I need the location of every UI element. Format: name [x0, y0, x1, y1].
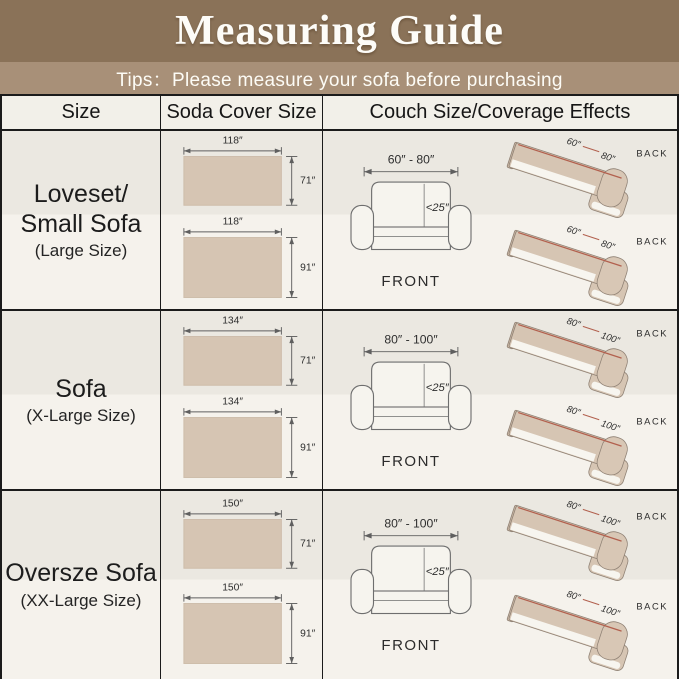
height-dimension: [286, 418, 297, 478]
back-sofa-diagram-2: [504, 401, 672, 489]
back-min-label: 80″: [565, 403, 582, 418]
width-dimension: [183, 147, 281, 155]
back-caption: BACK: [636, 235, 669, 246]
front-sofa-outline: [351, 182, 471, 250]
back-sofa-outline: [504, 590, 636, 672]
cover-height-label: 91″: [299, 442, 315, 454]
size-name-line1: Oversze Sofa: [5, 559, 157, 588]
back-sofa-diagram-1: [504, 133, 672, 221]
cover-rect: [183, 238, 281, 298]
back-max-label: 100″: [599, 513, 621, 529]
back-caption: BACK: [636, 328, 669, 339]
width-dimension: [183, 510, 281, 518]
front-view-area: [323, 491, 499, 679]
back-max-label: 80″: [599, 150, 617, 165]
page-title: Measuring Guide: [175, 8, 504, 55]
back-sofa-outline: [504, 137, 636, 219]
cover-cell-oversize: [161, 491, 323, 679]
front-width-label: 60″ - 80″: [387, 151, 435, 166]
size-cell-sofa: [2, 311, 161, 490]
size-name-line1: Sofa: [55, 374, 107, 403]
table-row-oversize-sofa: [2, 491, 677, 679]
front-view-area: [323, 311, 499, 490]
front-width-label: 80″ - 100″: [384, 516, 438, 531]
back-max-label: 80″: [599, 237, 617, 252]
cover-rect: [183, 418, 281, 478]
couch-cell-oversize: [323, 491, 677, 679]
size-note: (XX-Large Size): [20, 590, 142, 610]
size-note: (Large Size): [34, 241, 128, 261]
back-caption: BACK: [636, 601, 669, 612]
front-caption: FRONT: [381, 272, 441, 290]
header-size: Size: [2, 96, 161, 129]
table-row-loveseat: [2, 131, 677, 311]
size-cell-oversize: [2, 491, 161, 679]
back-view-area: [499, 311, 677, 490]
back-caption: BACK: [636, 511, 669, 522]
cover-height-label: 71″: [299, 538, 315, 550]
size-note: (X-Large Size): [26, 406, 136, 426]
height-dimension: [286, 604, 297, 664]
size-name-line1: Loveset/: [33, 180, 129, 209]
tips-text: Tips：Please measure your sofa before purchasing: [116, 69, 563, 91]
cover-cell-sofa: [161, 311, 323, 490]
cover-cell-loveseat: [161, 131, 323, 310]
cover-rect: [183, 519, 281, 568]
size-name-line2: Small Sofa: [20, 209, 142, 238]
back-sofa-diagram-1: [504, 313, 672, 401]
cover-diagram-91: [167, 215, 317, 307]
front-sofa-outline: [351, 362, 471, 430]
front-sofa-diagram: [336, 516, 486, 636]
seat-depth-label: <25″: [425, 201, 449, 214]
size-cell-loveseat: [2, 131, 161, 310]
front-caption: FRONT: [381, 637, 441, 654]
table-header-row: [2, 96, 677, 131]
measuring-table: [0, 94, 679, 679]
cover-width-label: 134″: [221, 315, 243, 327]
back-max-label: 100″: [599, 603, 621, 620]
height-dimension: [286, 238, 297, 298]
front-sofa-outline: [351, 546, 471, 614]
cover-diagram-71: [167, 497, 317, 578]
cover-diagram-91: [167, 395, 317, 487]
back-min-label: 80″: [565, 315, 582, 330]
back-sofa-outline: [504, 500, 636, 582]
back-min-label: 80″: [565, 498, 582, 513]
back-max-label: 100″: [599, 330, 621, 346]
back-sofa-diagram-1: [504, 496, 672, 584]
tips-banner: [0, 62, 679, 94]
back-max-label: 100″: [599, 417, 621, 434]
width-dimension: [183, 228, 281, 236]
front-width-label: 80″ - 100″: [384, 331, 438, 346]
height-dimension: [286, 519, 297, 568]
cover-height-label: 91″: [299, 628, 315, 640]
back-min-label: 80″: [565, 589, 582, 604]
cover-rect: [183, 336, 281, 385]
height-dimension: [286, 336, 297, 385]
back-sofa-diagram-2: [504, 221, 672, 309]
front-width-dimension: [364, 167, 458, 176]
back-width-dimension: [565, 223, 618, 251]
back-width-dimension: [565, 136, 618, 164]
front-width-dimension: [364, 347, 458, 356]
back-sofa-outline: [504, 224, 636, 306]
back-sofa-outline: [504, 317, 636, 399]
cover-diagram-71: [167, 134, 317, 215]
width-dimension: [183, 327, 281, 335]
width-dimension: [183, 594, 281, 602]
back-view-area: [499, 491, 677, 679]
cover-diagram-71: [167, 314, 317, 395]
cover-width-label: 118″: [222, 135, 243, 147]
back-sofa-outline: [504, 404, 636, 486]
back-caption: BACK: [636, 148, 669, 159]
cover-height-label: 91″: [299, 262, 315, 274]
width-dimension: [183, 408, 281, 416]
front-width-dimension: [364, 531, 458, 540]
back-min-label: 60″: [565, 135, 582, 150]
table-row-sofa: [2, 311, 677, 491]
back-view-area: [499, 131, 677, 310]
cover-width-label: 150″: [221, 582, 243, 594]
back-min-label: 60″: [565, 223, 582, 238]
cover-width-label: 134″: [221, 396, 243, 408]
cover-width-label: 118″: [222, 216, 243, 228]
back-caption: BACK: [636, 415, 669, 426]
seat-depth-label: <25″: [425, 566, 449, 579]
front-caption: FRONT: [381, 452, 441, 470]
couch-cell-loveseat: [323, 131, 677, 310]
header-cover-size: Soda Cover Size: [161, 96, 323, 129]
cover-height-label: 71″: [299, 175, 315, 187]
cover-height-label: 71″: [299, 355, 315, 367]
height-dimension: [286, 156, 297, 205]
front-sofa-diagram: [336, 152, 486, 272]
header-couch-size: Couch Size/Coverage Effects: [369, 101, 631, 123]
cover-rect: [183, 156, 281, 205]
cover-rect: [183, 604, 281, 664]
seat-depth-label: <25″: [425, 381, 449, 394]
back-sofa-diagram-2: [504, 586, 672, 674]
title-banner: [0, 0, 679, 62]
couch-cell-sofa: [323, 311, 677, 490]
front-view-area: [323, 131, 499, 310]
cover-diagram-91: [167, 581, 317, 673]
cover-width-label: 150″: [221, 498, 243, 510]
front-sofa-diagram: [336, 332, 486, 452]
